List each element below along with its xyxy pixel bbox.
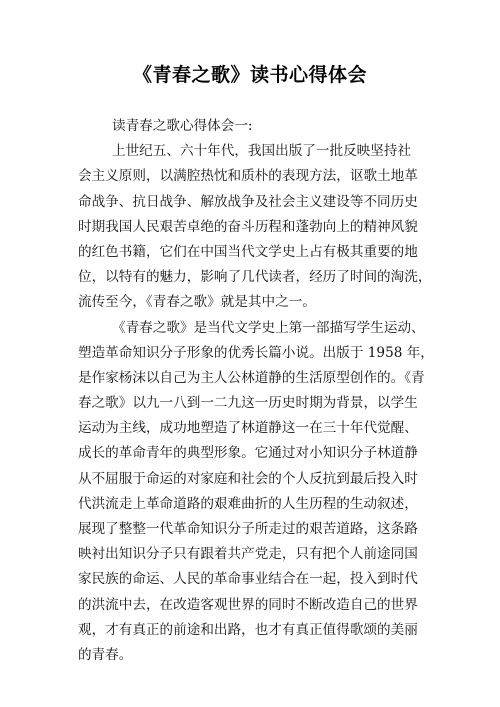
document-body [78, 114, 434, 668]
paragraph-line: 运动为主线，成功地塑造了林道静这一在三十年代觉醒、 [78, 420, 418, 437]
paragraph-line: 命战争、抗日战争、解放战争及社会主义建设等不同历史 [78, 193, 418, 210]
paragraph-line: 是作家杨沫以自己为主人公林道静的生活原型创作的。《青 [78, 369, 425, 386]
paragraph-line: 代洪流走上革命道路的艰难曲折的人生历程的生动叙述， [78, 495, 418, 512]
paragraph-line: 成长的革命青年的典型形象。它通过对小知识分子林道静 [78, 445, 418, 462]
paragraph-line: 春之歌》以九一八到一二九这一历史时期为背景，以学生 [78, 395, 418, 412]
paragraph-line: 《青春之歌》是当代文学史上第一部描写学生运动、 [112, 319, 425, 336]
paragraph-line: 塑造革命知识分子形象的优秀长篇小说。出版于 1958 年， [78, 344, 434, 361]
paragraph-line: 会主义原则，以满腔热忱和质朴的表现方法，讴歌土地革 [78, 168, 418, 185]
paragraph-line: 映衬出知识分子只有跟着共产党走，只有把个人前途同国 [78, 546, 418, 563]
paragraph-line: 的红色书籍，它们在中国当代文学史上占有极其重要的地 [78, 243, 418, 260]
paragraph-line: 观，才有真正的前途和出路，也才有真正值得歌颂的美丽 [78, 621, 418, 638]
paragraph-line: 的青春。 [78, 646, 133, 663]
paragraph-line: 位，以特有的魅力，影响了几代读者，经历了时间的淘洗， [78, 269, 432, 286]
paragraph-line: 从不屈服于命运的对家庭和社会的个人反抗到最后投入时 [78, 470, 418, 487]
paragraph-line: 时期我国人民艰苦卓绝的奋斗历程和蓬勃向上的精神风貌 [78, 218, 418, 235]
paragraph-line: 流传至今，《青春之歌》就是其中之一。 [78, 294, 316, 311]
section-heading: 读青春之歌心得体会一: [112, 118, 253, 134]
paragraph-line: 家民族的命运、人民的革命事业结合在一起，投入到时代 [78, 571, 418, 588]
document-title: 《青春之歌》读书心得体会 [132, 64, 367, 86]
paragraph-line: 上世纪五、六十年代，我国出版了一批反映坚持社 [112, 143, 412, 160]
paragraph-line: 展现了整整一代革命知识分子所走过的艰苦道路，这条路 [78, 521, 418, 537]
paragraph-line: 的洪流中去，在改造客观世界的同时不断改造自己的世界 [78, 596, 418, 613]
